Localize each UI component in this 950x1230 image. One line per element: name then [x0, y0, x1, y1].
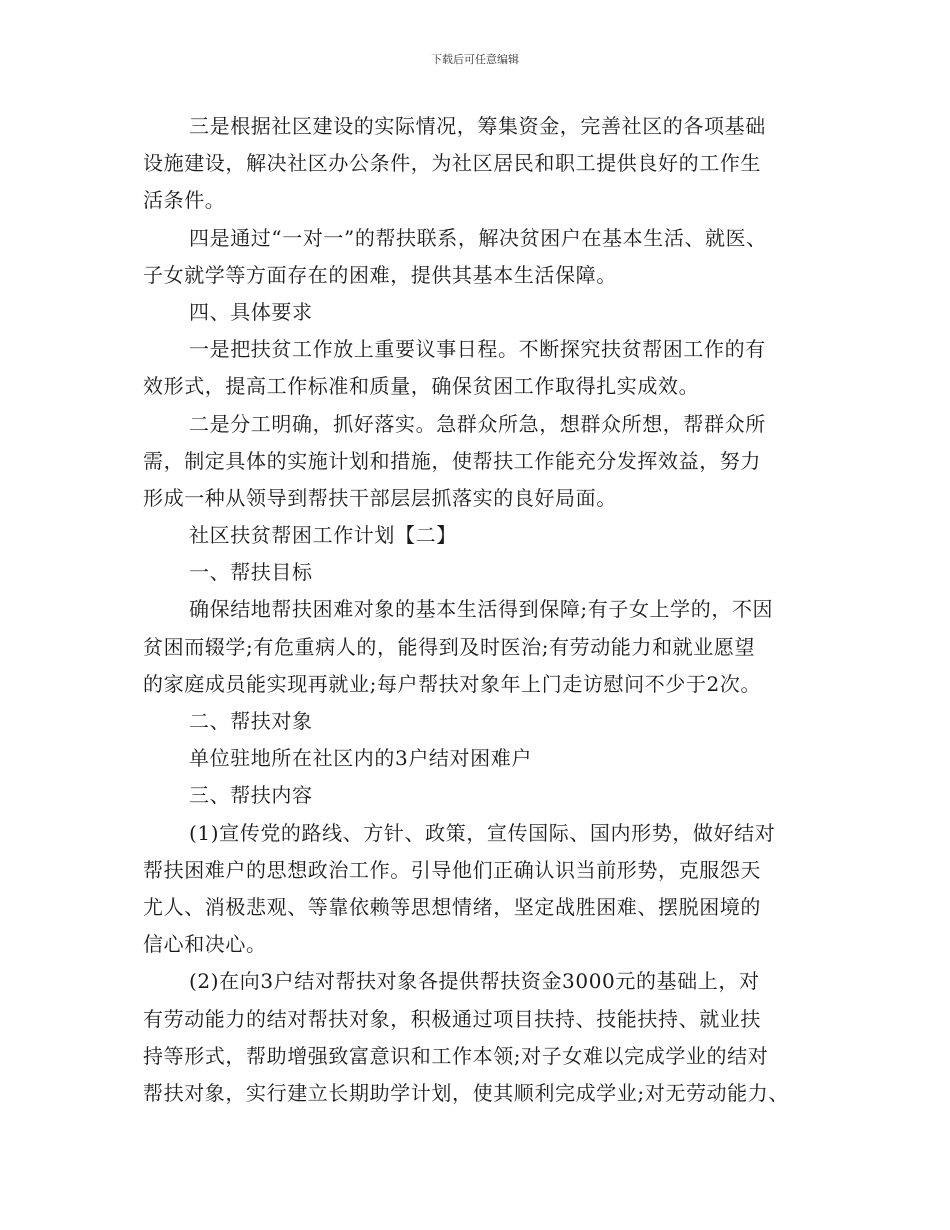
text-line: 二是分工明确，抓好落实。急群众所急，想群众所想，帮群众所	[189, 411, 766, 436]
text-line: 一是把扶贫工作放上重要议事日程。不断探究扶贫帮困工作的有	[189, 337, 766, 362]
text-line: (2)在向3户结对帮扶对象各提供帮扶资金3000元的基础上，对	[189, 969, 760, 994]
text-line: 设施建设，解决社区办公条件，为社区居民和职工提供良好的工作生	[143, 151, 761, 176]
text-line: 的家庭成员能实现再就业;每户帮扶对象年上门走访慰问不少于2次。	[143, 671, 762, 696]
text-line: 帮扶对象，实行建立长期助学计划，使其顺利完成学业;对无劳动能力、	[143, 1080, 789, 1105]
text-line: 活条件。	[143, 188, 226, 213]
text-line: 三是根据社区建设的实际情况，筹集资金，完善社区的各项基础	[189, 114, 766, 138]
header-note: 下载后可任意编辑	[431, 53, 519, 66]
text-line: 二、帮扶对象	[189, 709, 313, 733]
text-line: 帮扶困难户的思想政治工作。引导他们正确认识当前形势，克服怨天	[143, 857, 761, 882]
text-line: 社区扶贫帮困工作计划【二】	[189, 523, 457, 548]
text-line: 四、具体要求	[189, 299, 313, 324]
text-line: 确保结地帮扶困难对象的基本生活得到保障;有子女上学的，不因	[189, 597, 774, 622]
text-line: 四是通过“一对一”的帮扶联系，解决贫困户在基本生活、就医、	[189, 225, 767, 250]
text-line: (1)宣传党的路线、方针、政策，宣传国际、国内形势，做好结对	[189, 820, 776, 845]
document-body	[143, 108, 823, 1112]
text-line: 一、帮扶目标	[189, 560, 313, 585]
text-line: 形成一种从领导到帮扶干部层层抓落实的良好局面。	[143, 485, 617, 510]
text-line: 尤人、消极悲观、等靠依赖等思想情绪，坚定战胜困难、摆脱困境的	[143, 894, 761, 919]
text-line: 效形式，提高工作标准和质量，确保贫困工作取得扎实成效。	[143, 374, 700, 399]
text-line: 三、帮扶内容	[189, 783, 313, 808]
text-line: 信心和决心。	[143, 932, 267, 957]
text-line: 子女就学等方面存在的困难，提供其基本生活保障。	[143, 262, 617, 287]
text-line: 贫困而辍学;有危重病人的，能得到及时医治;有劳动能力和就业愿望	[143, 634, 756, 659]
text-line: 有劳动能力的结对帮扶对象，积极通过项目扶持、技能扶持、就业扶	[143, 1006, 761, 1031]
text-line: 需，制定具体的实施计划和措施，使帮扶工作能充分发挥效益，努力	[143, 448, 761, 473]
text-line: 单位驻地所在社区内的3户结对困难户	[189, 746, 532, 771]
text-line: 持等形式，帮助增强致富意识和工作本领;对子女难以完成学业的结对	[143, 1043, 769, 1068]
